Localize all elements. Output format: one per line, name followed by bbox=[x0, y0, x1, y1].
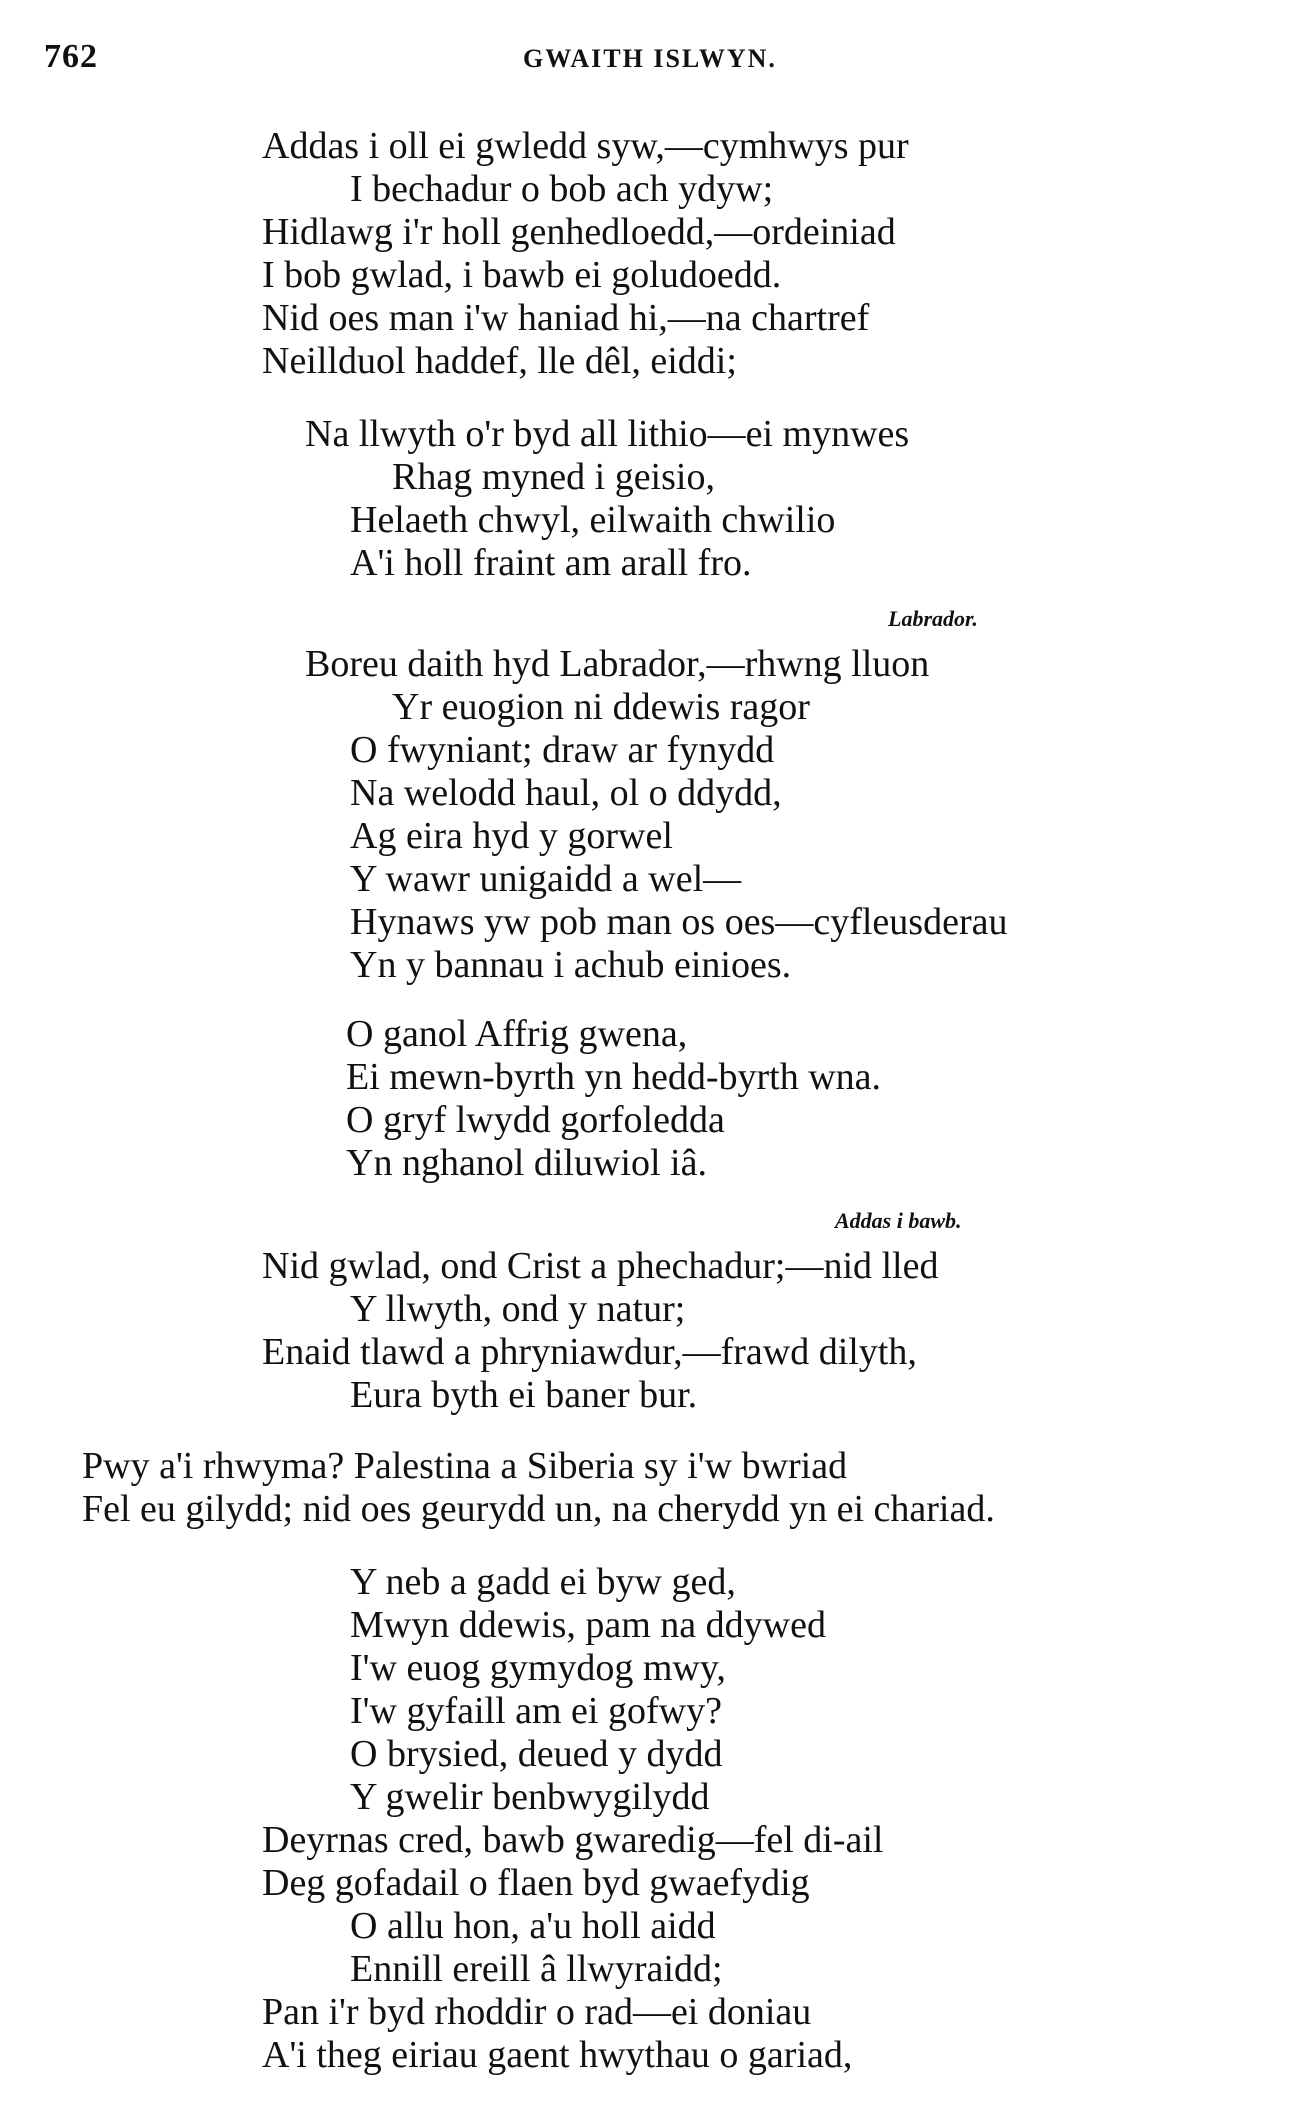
poem-line: Boreu daith hyd Labrador,—rhwng lluon bbox=[305, 643, 930, 685]
poem-line: Neillduol haddef, lle dêl, eiddi; bbox=[262, 340, 737, 382]
poem-line: Na llwyth o'r byd all lithio—ei mynwes bbox=[305, 413, 910, 455]
poem-line: Enaid tlawd a phryniawdur,—frawd dilyth, bbox=[262, 1331, 917, 1373]
poem-line: Eura byth ei baner bur. bbox=[350, 1374, 698, 1416]
poem-line: A'i theg eiriau gaent hwythau o gariad, bbox=[262, 2034, 853, 2076]
poem-line: O allu hon, a'u holl aidd bbox=[350, 1905, 716, 1947]
poem-line: I'w gyfaill am ei gofwy? bbox=[350, 1690, 722, 1732]
poem-line: Fel eu gilydd; nid oes geurydd un, na cherydd yn ei chariad. bbox=[82, 1488, 995, 1530]
poem-line: I'w euog gymydog mwy, bbox=[350, 1647, 726, 1689]
poem-line: Y neb a gadd ei byw ged, bbox=[350, 1561, 736, 1603]
poem-line: O gryf lwydd gorfoledda bbox=[346, 1099, 725, 1141]
poem-line: Hidlawg i'r holl genhedloedd,—ordeiniad bbox=[262, 211, 896, 253]
poem-line: Y gwelir benbwygilydd bbox=[350, 1776, 710, 1818]
poem-line: Pan i'r byd rhoddir o rad—ei doniau bbox=[262, 1991, 812, 2033]
poem-line: Helaeth chwyl, eilwaith chwilio bbox=[350, 499, 836, 541]
poem-line: Pwy a'i rhwyma? Palestina a Siberia sy i'w bwriad bbox=[82, 1445, 848, 1487]
poem-line: Yn y bannau i achub einioes. bbox=[350, 944, 792, 986]
margin-note-addas: Addas i bawb. bbox=[835, 1208, 962, 1233]
poem-line: Ei mewn-byrth yn hedd-byrth wna. bbox=[346, 1056, 882, 1098]
running-title: GWAITH ISLWYN. bbox=[523, 44, 777, 73]
margin-note-labrador: Labrador. bbox=[888, 606, 978, 631]
poem-line: I bob gwlad, i bawb ei goludoedd. bbox=[262, 254, 782, 296]
poem-line: Ennill ereill â llwyraidd; bbox=[350, 1948, 723, 1990]
poem-line: Hynaws yw pob man os oes—cyfleusderau bbox=[350, 901, 1008, 943]
poem-line: Deyrnas cred, bawb gwaredig—fel di-ail bbox=[262, 1819, 884, 1861]
poem-line: O fwyniant; draw ar fynydd bbox=[350, 729, 775, 771]
poem-line: Nid oes man i'w haniad hi,—na chartref bbox=[262, 297, 870, 339]
poem-line: Nid gwlad, ond Crist a phechadur;—nid lled bbox=[262, 1245, 939, 1287]
page-number: 762 bbox=[44, 38, 98, 75]
poem-line: Y wawr unigaidd a wel— bbox=[350, 858, 742, 900]
poem-line: Addas i oll ei gwledd syw,—cymhwys pur bbox=[262, 125, 909, 167]
poem-line: Yn nghanol diluwiol iâ. bbox=[346, 1142, 707, 1184]
poem-line: Deg gofadail o flaen byd gwaefydig bbox=[262, 1862, 810, 1904]
poem-line: A'i holl fraint am arall fro. bbox=[350, 542, 752, 584]
poem-line: I bechadur o bob ach ydyw; bbox=[350, 168, 774, 210]
poem-line: Yr euogion ni ddewis ragor bbox=[392, 686, 810, 728]
poem-line: Na welodd haul, ol o ddydd, bbox=[350, 772, 782, 814]
poem-line: Rhag myned i geisio, bbox=[392, 456, 715, 498]
poem-line: O ganol Affrig gwena, bbox=[346, 1013, 688, 1055]
poem-line: Y llwyth, ond y natur; bbox=[350, 1288, 686, 1330]
poem-line: Ag eira hyd y gorwel bbox=[350, 815, 673, 857]
poem-line: O brysied, deued y dydd bbox=[350, 1733, 723, 1775]
poem-line: Mwyn ddewis, pam na ddywed bbox=[350, 1604, 826, 1646]
